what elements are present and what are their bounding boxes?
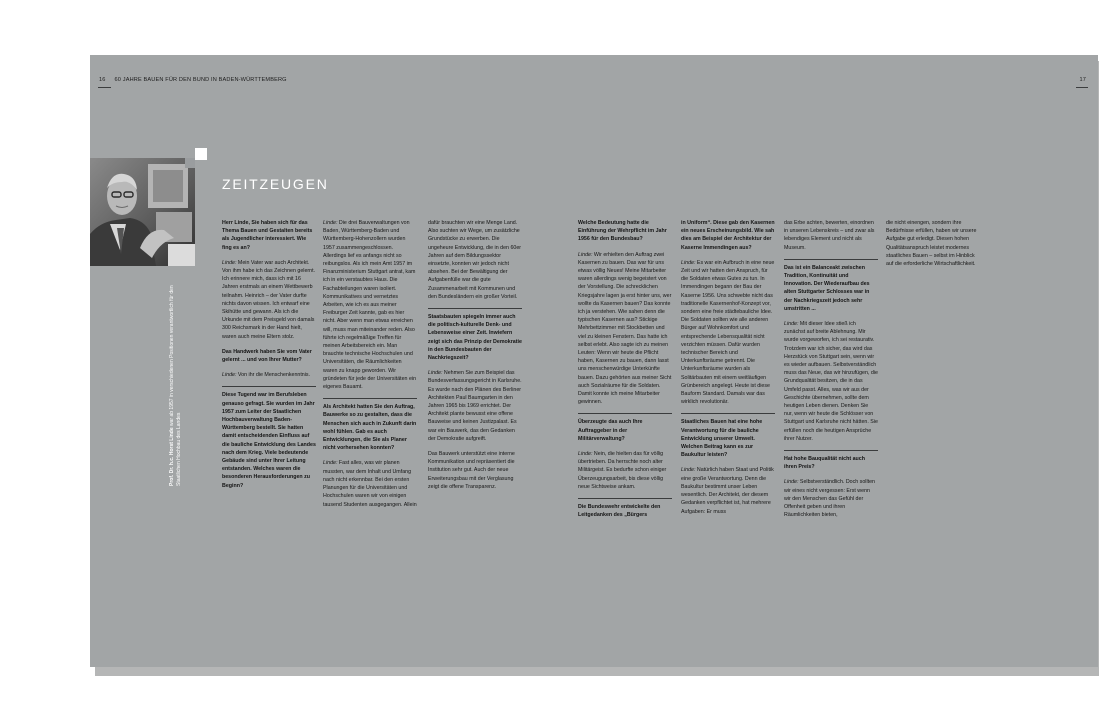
text-column-4 xyxy=(578,219,672,520)
portrait-photo xyxy=(90,158,195,266)
interview-answer xyxy=(222,371,316,379)
interview-question: Das Handwerk haben Sie vom Vater gelernt ... und von Ihrer Mutter? xyxy=(222,348,312,364)
interview-answer xyxy=(681,466,775,515)
magazine-spread xyxy=(90,55,1098,667)
speaker-label: Linde: xyxy=(323,460,338,467)
photo-caption xyxy=(169,270,191,486)
caption-text: war ab 1957 in verschiedenen Positionen verantwortlich für den Staatlichen Hochbau des Landes xyxy=(169,285,182,486)
page-number-left: 16 xyxy=(99,77,106,83)
page-number-right: 17 xyxy=(1079,77,1086,83)
interview-answer xyxy=(428,450,522,491)
decorative-square-gray xyxy=(185,158,195,168)
interview-answer xyxy=(784,320,878,443)
answer-text: Wir erhielten den Auftrag zwei Kasernen zu bauen. Das war für uns etwas völlig Neues! Meine Mitarbeiter waren allerdings wenig begeistert von der Vorstellung. Die schrecklichen Kriegsjahre lagen ja erst hinter uns, wer wollte da Kasernen bauen? Das konnte ich ja verstehen. Wie sahen denn die typischen Kasernen aus? Stickige Mehrbettzimmer mit Stockbetten und viel zu kleinen Fenstern. Das hatte ich selbst erlebt. Also sagte ich zu meinen Leuten: Wenn wir heute die Pflicht haben, Kasernen zu bauen, dann lasst uns menschenwürdige Unterkünfte bauen. Dazu gehörten aus meiner Sicht auch Sozialräume für die Soldaten. Damit konnte ich meine Mitarbeiter gewinnen. xyxy=(578,251,672,406)
interview-answer xyxy=(323,459,417,508)
text-column-1 xyxy=(222,219,316,490)
answer-text: Fast alles, was wir planen mussten, war dem Inhalt und Umfang nach nicht erkennbar. Bei den ersten Planungen für die Universitäten und Hochschulen waren wir von einigen tausend Studenten ausgegangen. Allein xyxy=(323,460,417,508)
interview-answer xyxy=(428,369,522,443)
decorative-square-white xyxy=(195,148,207,160)
running-header-left xyxy=(99,77,287,83)
text-column-3 xyxy=(428,219,522,491)
speaker-label: Linde: xyxy=(222,259,237,266)
answer-text: das Erbe achten, bewerten, einordnen in unseren Lebenskreis – und zwar als lebendiges Element und nicht als Museum. xyxy=(784,220,875,251)
text-column-7 xyxy=(886,219,980,268)
answer-text: Es war ein Aufbruch in eine neue Zeit und wir hatten den Anspruch, für die Soldaten etwas Gutes zu tun. In Immendingen begann der Bau der Kaserne 1956. Uns schwebte nicht das traditionelle Kasernenhof-Konzept vor, sondern eine freie städtebauliche Idee. Die Soldaten sollten wie alle anderen Bürger auf Wohnkomfort und entsprechende Lebensqualität nicht verzichten müssen. Dafür wurden technischer Bereich und Unterkunftsräume getrennt. Die Unterkunftsräume wurden als Solitärbauten mit einem weitläufigen Grünbereich angelegt. Heute ist diese Bauform Standard. Damals war das wirklich revolutionär. xyxy=(681,259,775,406)
answer-text: die nicht einengen, sondern ihre Bedürfnisse erfüllen, haben wir unsere Aufgabe gut erledigt. Diesen hohen Qualitätsanspruch leistet modernes staatliches Bauen – selbst im Hinblick auf die erforderliche Wirtschaftlichkeit. xyxy=(886,220,977,268)
interview-question: in Uniform“. Diese gab den Kasernen ein neues Erscheinungsbild. Wie sah dies am Beispiel der Architektur der Kaserne Immendingen aus? xyxy=(681,220,775,251)
answer-text: Selbstverständlich. Doch sollten wir eines nicht vergessen: Erst wenn wir den Menschen das Gefühl der Offenheit geben und ihren Räumlichkeiten bieten, xyxy=(784,479,875,519)
answer-text: Nehmen Sie zum Beispiel das Bundesverfassungsgericht in Karlsruhe. Es wurde nach den Plänen des Berliner Architekten Paul Baumgarten in den Jahren 1965 bis 1969 errichtet. Der Architekt plante bewusst eine offene Bauweise und keinen Justizpalast. Es war ein Bauwerk, das den Gedanken der Demokratie aufgreift. xyxy=(428,370,522,442)
interview-question: Hat hohe Bauqualität nicht auch ihren Preis? xyxy=(784,450,878,471)
speaker-label: Linde: xyxy=(578,251,593,258)
speaker-label: Linde: xyxy=(681,259,696,266)
answer-text: dafür brauchten wir eine Menge Land. Also suchten wir Wege, um zusätzliche Grundstücke zu erwerben. Die ungeheure Entwicklung, die in den 60er Jahren auf dem Bildungssektor einsetzte, konnten wir jedoch nicht absehen. Bei der Bewältigung der Aufgabenfülle war die gute Zusammenarbeit mit Kommunen und den Bundesländern ein großer Vorteil. xyxy=(428,220,522,300)
text-column-6 xyxy=(784,219,878,520)
interview-answer xyxy=(222,259,316,341)
interview-answer xyxy=(578,450,672,491)
answer-text: Natürlich haben Staat und Politik eine große Verantwortung. Denn die Baukultur bestimmt unser Leben wesentlich. Der Architekt, der diesem Gedanken verpflichtet ist, hat mehrere Aufgaben: Er muss xyxy=(681,467,774,515)
answer-text: Von ihr die Menschenkenntnis. xyxy=(236,372,311,379)
speaker-label: Linde: xyxy=(222,372,237,379)
speaker-label: Linde: xyxy=(681,467,696,474)
interview-question: Die Bundeswehr entwickelte den Leitgedanken des „Bürgers xyxy=(578,498,672,519)
text-column-5 xyxy=(681,219,775,516)
interview-question: Staatsbauten spiegeln immer auch die politisch-kulturelle Denk- und Lebensweise einer Zeit. Inwiefern zeigt sich das Prinzip der Demokratie in den Bundesbauten der Nachkriegszeit? xyxy=(428,308,522,362)
speaker-label: Linde: xyxy=(784,321,799,328)
interview-answer xyxy=(784,478,878,519)
interview-answer xyxy=(578,251,672,407)
interview-answer xyxy=(323,219,417,391)
interview-question: Diese Tugend war im Berufsleben genauso gefragt. Sie wurden im Jahr 1957 zum Leiter der Staatlichen Hochbauverwaltung Baden-Württemberg bestellt. Sie hatten damit entscheidenden Einfluss auf die bauliche Entwicklung des Landes nach dem Krieg. Viele bedeutende Gebäude sind unter Ihrer Leitung entstanden. Welches waren die besonderen Herausforderungen zu Beginn? xyxy=(222,386,316,489)
interview-question: Das ist ein Balanceakt zwischen Tradition, Kontinuität und Innovation. Der Wiederaufbau des alten Stuttgarter Schlosses war in der Nachkriegszeit jedoch sehr umstritten ... xyxy=(784,259,878,313)
answer-text: Das Bauwerk unterstützt eine interne Kommunikation und repräsentiert die Institution sehr gut. Auch der neue Erweiterungsbau mit der Verglasung zeigt die offene Transparenz. xyxy=(428,451,515,490)
interview-question: Überzeugte das auch Ihre Auftraggeber in der Militärverwaltung? xyxy=(578,413,672,443)
speaker-label: Linde: xyxy=(784,479,799,486)
speaker-label: Linde: xyxy=(323,220,338,226)
answer-text: Nein, die hielten das für völlig übertrieben. Da herrschte noch alter Militärgeist. Es bedurfte schon einiger Überzeugungsarbeit, bis diese völlig neue Sichtweise ankam. xyxy=(578,451,667,490)
interview-question: Herr Linde, Sie haben sich für das Thema Bauen und Gestalten bereits als Jugendlicher interessiert. Wie fing es an? xyxy=(222,220,313,251)
interview-question: Als Architekt hatten Sie den Auftrag, Bauwerke so zu gestalten, dass die Menschen sich auch in Zukunft darin wohl fühlen. Gab es auch Entwicklungen, die Sie als Planer nicht vorhersehen konnten? xyxy=(323,398,417,452)
interview-question: Staatliches Bauen hat eine hohe Verantwortung für die bauliche Entwicklung unserer Umwelt. Welchen Beitrag kann es zur Baukultur leisten? xyxy=(681,413,775,459)
header-rule-right xyxy=(1076,87,1088,88)
speaker-label: Linde: xyxy=(578,451,593,458)
caption-name: Prof. Dr. h.c. Horst Linde xyxy=(169,427,175,486)
interview-question: Welche Bedeutung hatte die Einführung der Wehrpflicht im Jahr 1956 für den Bundesbau? xyxy=(578,220,667,243)
interview-answer xyxy=(428,219,522,301)
interview-answer xyxy=(784,219,878,252)
interview-answer xyxy=(681,259,775,407)
running-title: 60 JAHRE BAUEN FÜR DEN BUND IN BADEN-WÜRTTEMBERG xyxy=(114,77,287,83)
answer-text: Mit dieser Idee stieß ich zunächst auf breite Ablehnung. Mir wurde vorgeworfen, ich sei restaurativ. Trotzdem war ich sicher, das wird das Herzstück von Stuttgart sein, wenn wir es wieder aufbauen. Selbstverständlich muss das Neue, das wir hinzufügen, die Grundqualität besitzen, die in das Umfeld passt. Alles, was wir aus der Geschichte übernehmen, sollte dem heutigen Leben dienen. Denken Sie nur, wenn wir heute die Schlösser von Stuttgart und Karlsruhe nicht hätten. Sie erfüllen noch die heutigen Ansprüche ihrer Nutzer. xyxy=(784,321,878,442)
interview-answer xyxy=(886,219,980,268)
answer-text: Mein Vater war auch Architekt. Von ihm habe ich das Zeichnen gelernt. Ich erinnere mich, dass ich mit 16 Jahren erstmals an einem Wettbewerb teilnahm. Heinrich – der Vater durfte nichts davon wissen. Ich entwarf eine Skihütte und gewann. Als ich die Urkunde mit dem Preisgeld von damals 300 Reichsmark in der Hand hielt, waren auch meine Eltern stolz. xyxy=(222,259,316,340)
section-title: ZEITZEUGEN xyxy=(222,176,329,192)
text-column-2 xyxy=(323,219,417,509)
speaker-label: Linde: xyxy=(428,370,443,377)
header-rule-left xyxy=(98,87,111,88)
answer-text: Die drei Bauverwaltungen von Baden, Württemberg-Baden und Württemberg-Hohenzollern wurden 1957 zusammengeschlossen. Allerdings lief es anfangs nicht so reibungslos. Als ich mein Amt 1957 im Finanzministerium Stuttgart antrat, kam ich in ein verstaubtes Haus. Die Fachabteilungen waren isoliert. Kommunikatives und vernetztes Arbeiten, wie ich es aus meiner Freiburger Zeit kannte, gab es hier nicht. Aber wenn man etwas erreichen will, muss man miteinander reden. Also führte ich regelmäßige Treffen für meinen Arbeitsbereich ein. Man brauchte technische Hochschulen und Universitäten, die Räumlichkeiten waren zu knapp geworden. Wir gründeten für jede der Universitäten ein eigenes Bauamt. xyxy=(323,220,417,391)
